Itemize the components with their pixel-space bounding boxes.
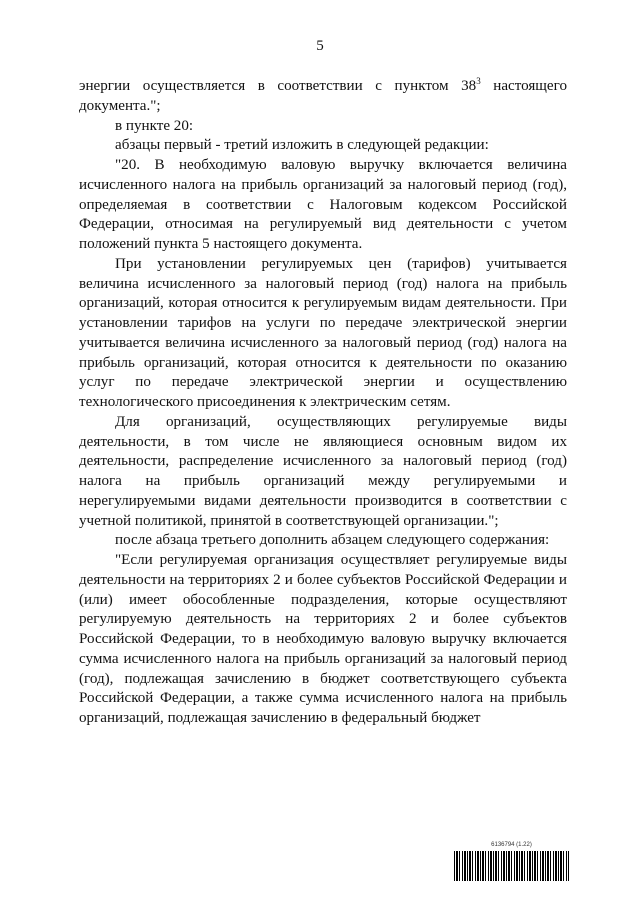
paragraph: При установлении регулируемых цен (тарифов) учитывается величина исчисленного за налоговый период (год) налога на прибыль организаций, которая относится к регулируемым видам деятельности. При установлении тарифов на услуги по передаче электрической энергии учитывается величина исчисленного за налоговый период (год) налога на прибыль организаций, которая относится к деятельности по оказанию услуг по передаче электрической энергии и осуществлению технологического присоединения к электрическим сетям. xyxy=(79,255,567,410)
paragraph: "Если регулируемая организация осуществляет регулируемые виды деятельности на территориях 2 и более субъектов Российской Федерации и (или) имеет обособленные подразделения, которые осуществляют регулируемую деятельность на территориях 2 и более субъектов Российской Федерации, то в необходимую валовую выручку включается сумма исчисленного налога на прибыль организаций за налоговый период (год), подлежащая зачислению в бюджет соответствующего субъекта Российской Федерации, а также сумма исчисленного налога на прибыль организаций, подлежащая зачислению в федеральный бюджет xyxy=(79,552,567,726)
superscript: 3 xyxy=(476,75,481,86)
paragraph-continuation xyxy=(79,77,567,117)
body-text xyxy=(79,77,567,729)
paragraph: "20. В необходимую валовую выручку включается величина исчисленного налога на прибыль организаций за налоговый период (год), определяемая в соответствии с Налоговым кодексом Российской Федерации, относимая на регулируемый вид деятельности с учетом положений пункта 5 настоящего документа. xyxy=(79,157,567,252)
barcode-block xyxy=(454,842,569,882)
paragraph: Для организаций, осуществляющих регулируемые виды деятельности, в том числе не являющиеся основным видом их деятельности, распределение исчисленного за налоговый период (год) налога на прибыль организаций между регулируемыми и нерегулируемыми видами деятельности производится в соответствии с учетной политикой, принятой в соответствующей организации."; xyxy=(79,413,567,529)
paragraph: в пункте 20: xyxy=(115,117,194,134)
page-number: 5 xyxy=(316,38,324,54)
paragraph: абзацы первый - третий изложить в следующей редакции: xyxy=(115,137,489,154)
barcode-number: 6136794 (1.22) xyxy=(491,842,532,848)
paragraph: после абзаца третьего дополнить абзацем следующего содержания: xyxy=(115,532,550,549)
barcode xyxy=(454,851,569,881)
paragraph-text: настоящего документа."; xyxy=(79,78,567,114)
paragraph-text: энергии осуществляется в соответствии с пунктом 38 xyxy=(79,78,477,94)
